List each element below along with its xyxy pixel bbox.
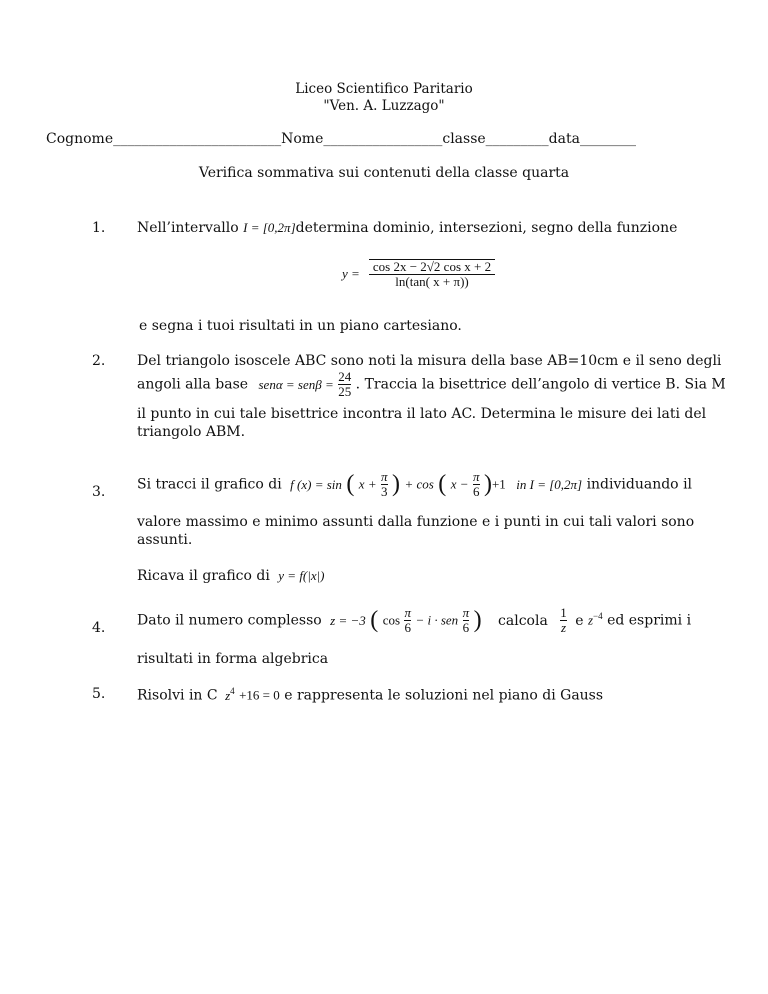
exercise-number: 5. — [92, 686, 106, 702]
exercise-text — [137, 370, 726, 399]
fraction — [404, 606, 411, 635]
function-expr: + cos — [404, 476, 434, 492]
exercise-text: Del triangolo isoscele ABC sono noti la misura della base AB=10cm e il seno degli — [137, 353, 722, 369]
text: angoli alla base — [137, 376, 249, 393]
formula-numerator: cos 2x − 2√2 cos x + 2 — [369, 259, 495, 274]
exercise-text — [137, 470, 692, 499]
paren: ( — [370, 607, 379, 633]
text: individuando il — [586, 476, 693, 493]
cos: cos — [382, 612, 401, 628]
exercise-text: valore massimo e minimo assunti dalla funzione e i punti in cui tali valori sono — [137, 514, 695, 530]
arg: x + — [358, 476, 377, 492]
text: Ricava il grafico di — [137, 568, 270, 584]
formula-lhs: y = — [342, 266, 360, 281]
denominator: 3 — [381, 484, 388, 499]
fraction — [381, 470, 388, 499]
exponent: 4 — [230, 686, 235, 696]
exercise-number: 2. — [92, 353, 106, 369]
imaginary-part: − i · sen — [415, 612, 459, 628]
formula-denominator: ln(tan( x + π)) — [369, 274, 495, 289]
paren: ) — [483, 471, 492, 497]
text: determina dominio, intersezioni, segno della funzione — [295, 220, 678, 236]
exercise-text: assunti. — [137, 532, 193, 548]
numerator: π — [472, 469, 480, 484]
numerator: π — [381, 469, 388, 484]
exercise-number: 3. — [92, 484, 106, 500]
exercise-text: triangolo ABM. — [137, 424, 246, 440]
school-subname: "Ven. A. Luzzago" — [323, 98, 445, 114]
exercise-text: risultati in forma algebrica — [137, 651, 329, 667]
fraction — [560, 606, 567, 635]
school-name: Liceo Scientifico Paritario — [295, 81, 473, 97]
sine-equation: senα = senβ = — [258, 376, 334, 392]
text: calcola — [498, 612, 548, 629]
text: ed esprimi i — [607, 612, 692, 629]
constant: +1 — [491, 476, 506, 492]
variable: z — [587, 612, 594, 628]
paren: ( — [438, 471, 447, 497]
student-fields: Cognome________________________Nome_________________classe_________data________ — [46, 131, 636, 147]
equation: +16 = 0 — [239, 687, 280, 703]
paren: ( — [346, 471, 355, 497]
test-title: Verifica sommativa sui contenuti della classe quarta — [198, 165, 570, 181]
denominator: z — [560, 620, 567, 635]
function-formula — [342, 259, 495, 289]
exercise-text — [137, 606, 691, 635]
interval: I = [0,2π] — [243, 220, 296, 235]
denominator: 25 — [338, 384, 352, 399]
arg: x − — [450, 476, 469, 492]
interval: in I = [0,2π] — [516, 476, 583, 492]
numerator: π — [404, 605, 411, 620]
function-expr: f (x) = sin — [290, 476, 342, 492]
complex-number: z = −3 — [330, 612, 366, 628]
exercise-number: 4. — [92, 620, 106, 636]
exercise-text: il punto in cui tale bisettrice incontra il lato AC. Determina le misure dei lati del — [137, 406, 707, 422]
text: e — [575, 612, 584, 629]
fraction — [463, 606, 470, 635]
denominator: 6 — [472, 484, 480, 499]
text: . Traccia la bisettrice dell’angolo di vertice B. Sia M — [355, 376, 726, 393]
exercise-number: 1. — [92, 220, 106, 236]
exercise-text — [137, 568, 325, 584]
numerator: 24 — [338, 369, 352, 384]
fraction — [473, 470, 480, 499]
formula-fraction — [369, 259, 495, 289]
denominator: 6 — [404, 620, 411, 635]
fraction — [338, 370, 351, 399]
text: e rappresenta le soluzioni nel piano di Gauss — [284, 687, 604, 704]
variable: z — [225, 687, 231, 703]
paren: ) — [392, 471, 401, 497]
text: Si tracci il grafico di — [137, 476, 282, 493]
exercise-text — [137, 686, 603, 704]
exercise-text — [137, 220, 677, 236]
exercise-text: e segna i tuoi risultati in un piano cartesiano. — [139, 318, 462, 334]
paren: ) — [473, 607, 482, 633]
text: Dato il numero complesso — [137, 612, 322, 629]
numerator: π — [462, 605, 470, 620]
text: Nell’intervallo — [137, 220, 239, 236]
exponent: −4 — [593, 610, 603, 621]
text: Risolvi in C — [137, 687, 218, 704]
formula: y = f(|x|) — [278, 568, 325, 583]
denominator: 6 — [462, 620, 470, 635]
numerator: 1 — [560, 605, 567, 620]
